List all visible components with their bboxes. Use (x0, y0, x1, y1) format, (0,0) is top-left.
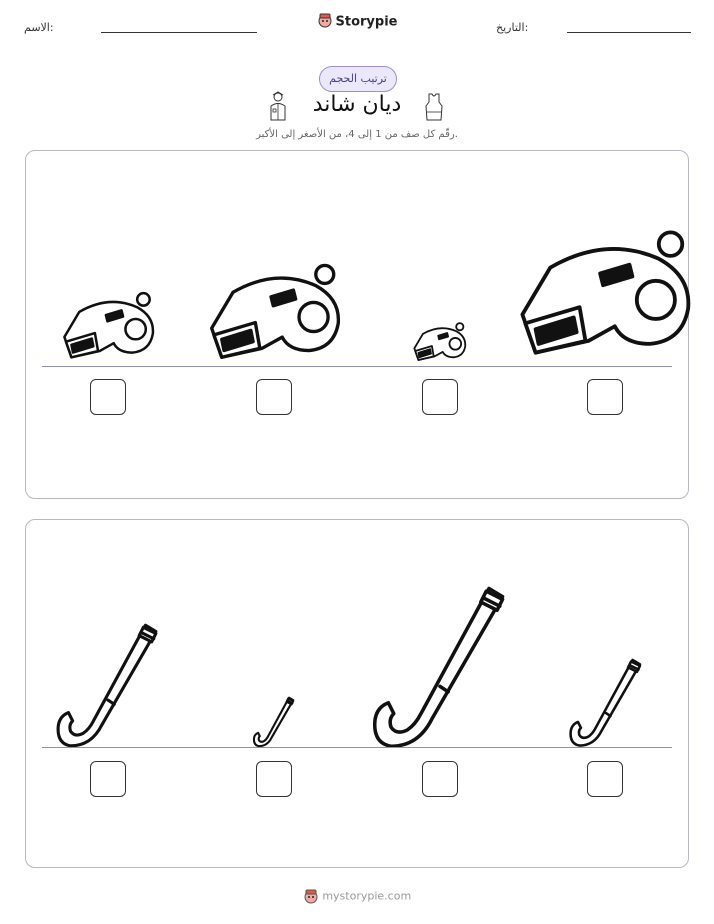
date-field[interactable] (567, 32, 691, 33)
answer-box[interactable] (422, 379, 458, 415)
footer (0, 888, 714, 904)
hockey-stick-icon (56, 621, 160, 748)
hockey-stick-icon (569, 657, 643, 747)
hockey-stick-icon (253, 696, 295, 747)
whistle-icon (208, 261, 343, 364)
answer-box[interactable] (422, 761, 458, 797)
jersey-icon (424, 92, 444, 126)
instructions: رقّم كل صف من 1 إلى 4، من الأصغر إلى الأكبر. (256, 129, 458, 140)
answer-box[interactable] (256, 379, 292, 415)
answer-box[interactable] (90, 379, 126, 415)
whistle-icon (413, 321, 467, 363)
brand-logo (0, 12, 714, 32)
date-label: التاريخ: (496, 21, 529, 34)
baseline (42, 747, 672, 748)
name-label: الاسم: (24, 21, 54, 34)
baseline (42, 366, 672, 367)
whistle-icon (518, 226, 694, 362)
hockey-stick-icon (372, 583, 508, 749)
answer-box[interactable] (587, 379, 623, 415)
name-field[interactable] (101, 32, 257, 33)
storypie-mascot-icon (303, 889, 323, 902)
answer-box[interactable] (256, 761, 292, 797)
brand-name: Storypie (335, 14, 398, 30)
worksheet-title: ديان شاند (312, 92, 402, 117)
answer-box[interactable] (587, 761, 623, 797)
answer-box[interactable] (90, 761, 126, 797)
storypie-mascot-icon (317, 12, 333, 32)
whistle-icon (62, 290, 156, 362)
category-badge: ترتيب الحجم (319, 66, 397, 92)
footer-site-link[interactable]: mystorypie.com (322, 889, 412, 903)
